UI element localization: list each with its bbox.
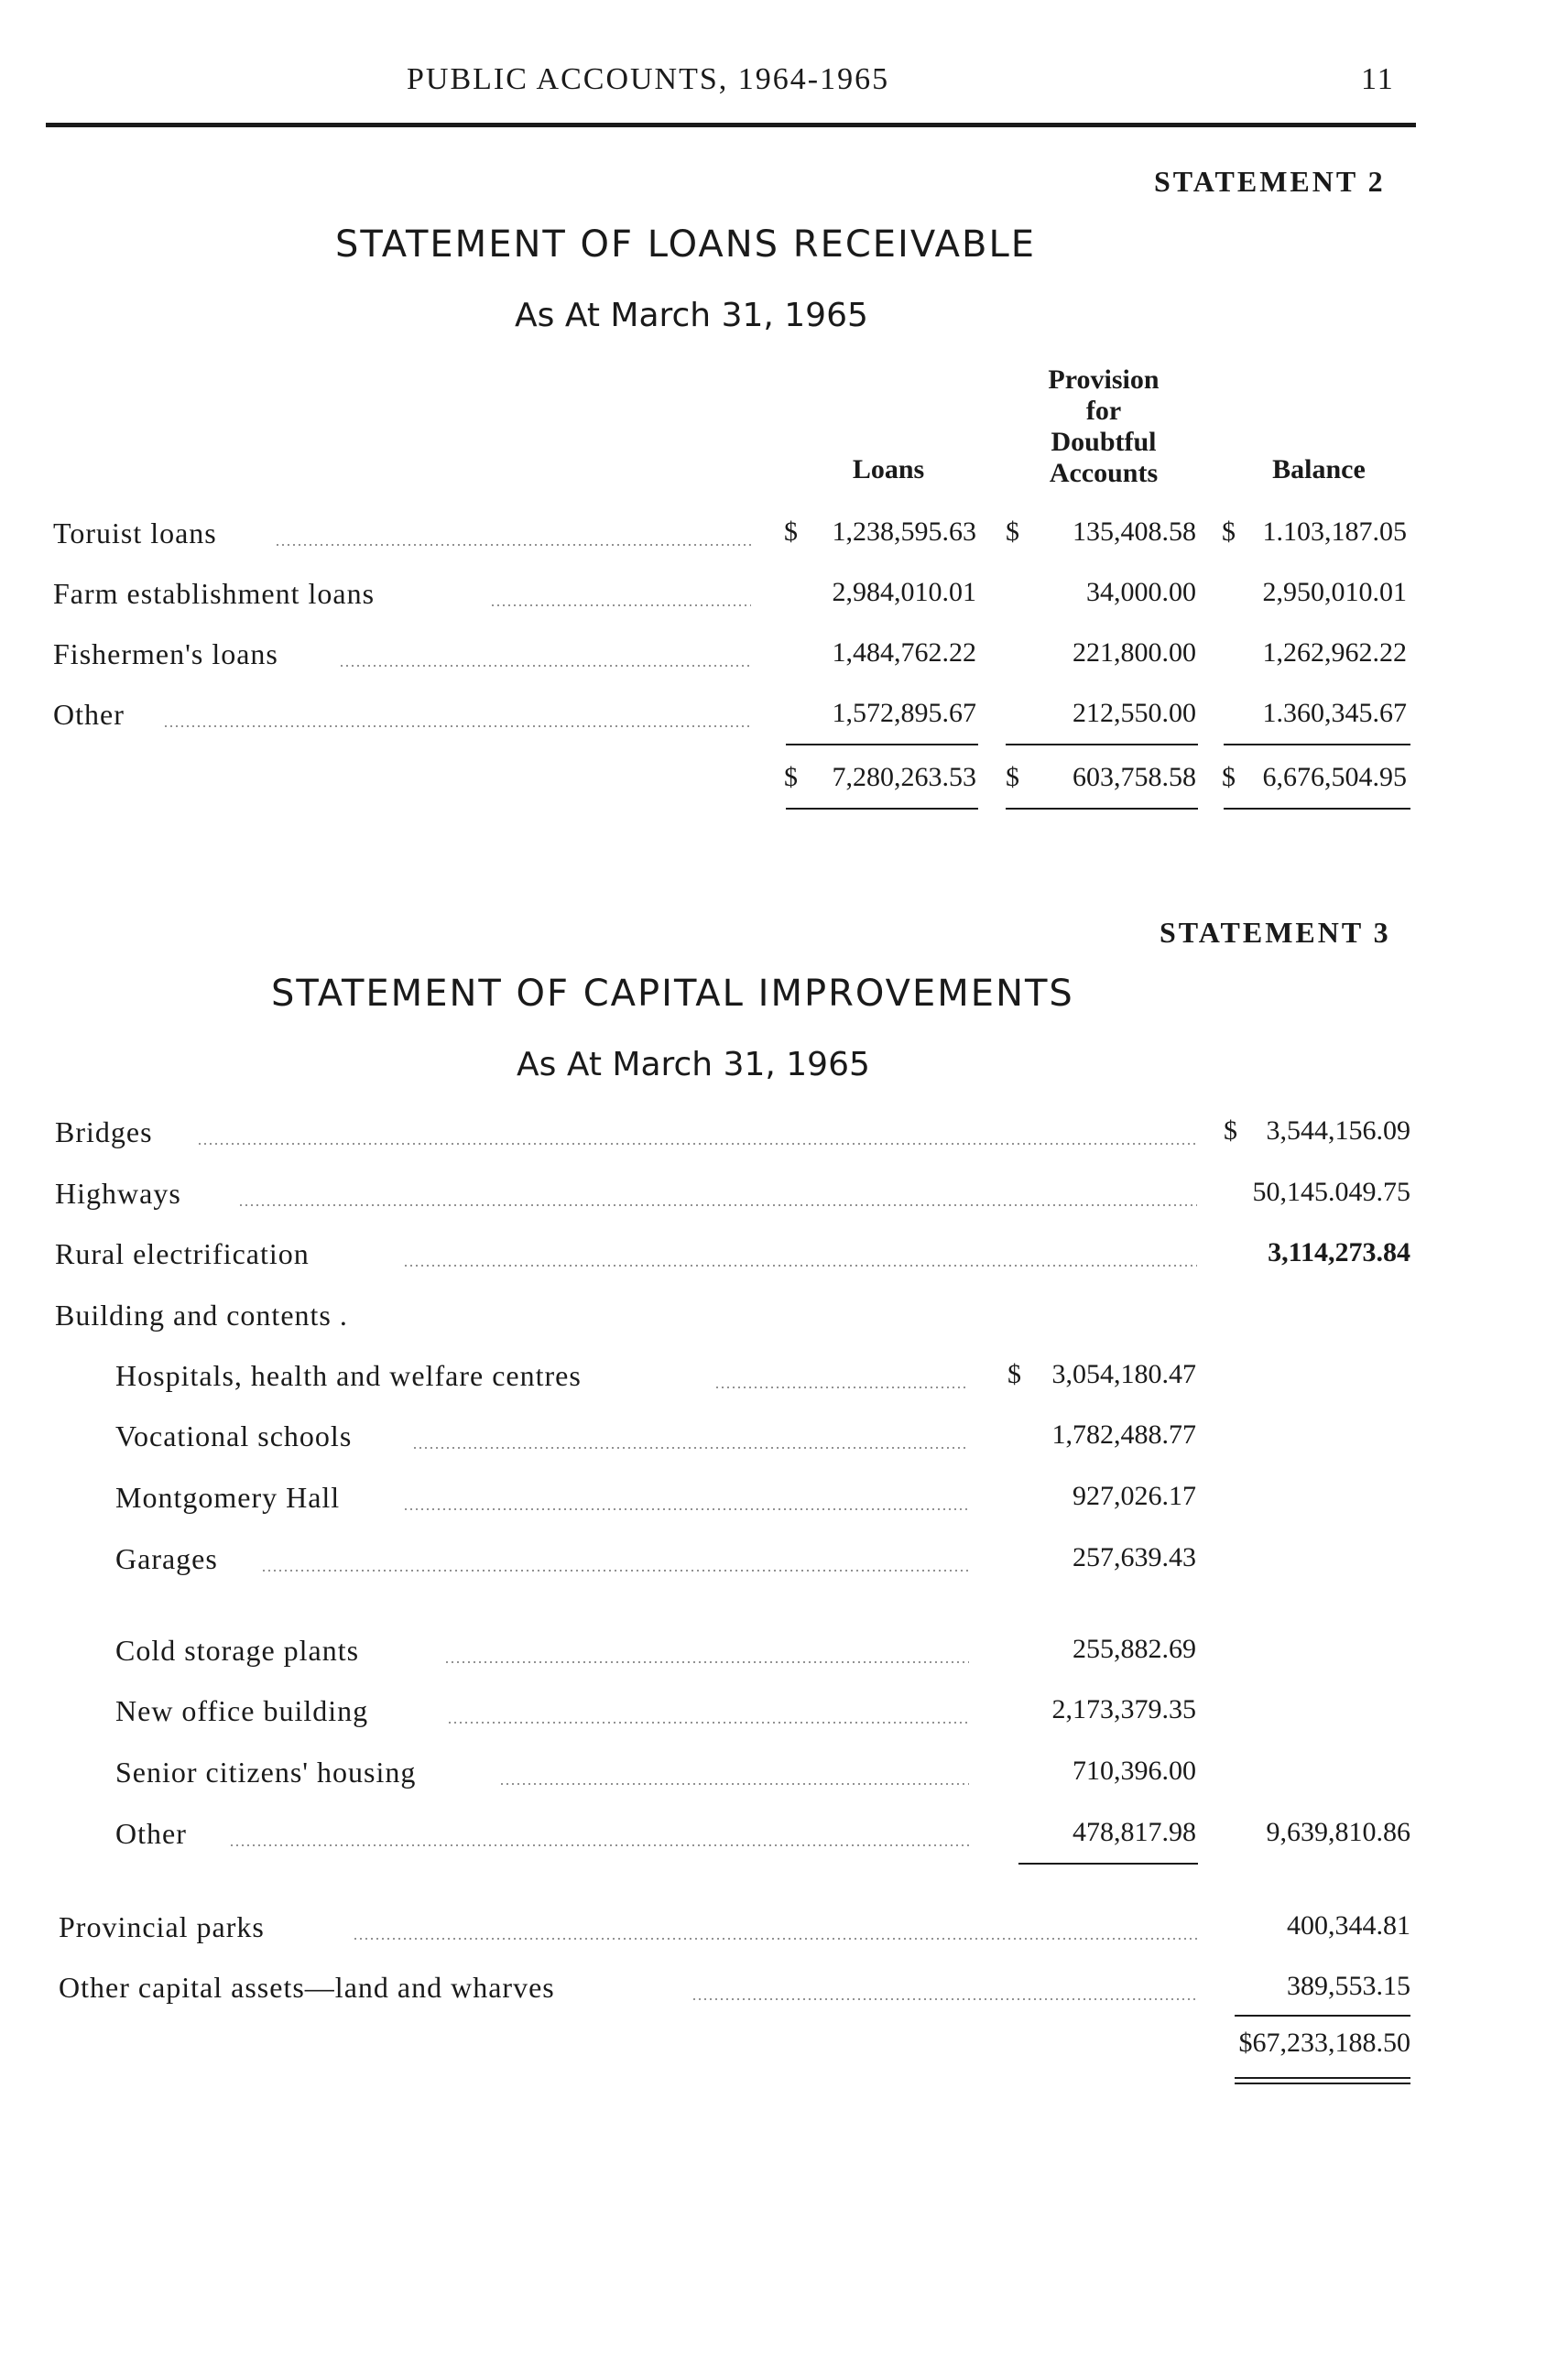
building-item-label: Montgomery Hall [115, 1481, 341, 1514]
statement-3-title: STATEMENT OF CAPITAL IMPROVEMENTS [271, 973, 1074, 1015]
capital-item-label: Provincial parks [59, 1910, 265, 1943]
balance-total: 6,676,504.95 [1262, 762, 1407, 792]
building-item-label: Vocational schools [115, 1419, 353, 1452]
provision-amount: 34,000.00 [1086, 577, 1196, 607]
page-header-title: PUBLIC ACCOUNTS, 1964-1965 [407, 62, 890, 96]
leader-dots [339, 665, 751, 667]
leader-dots [447, 1722, 969, 1724]
currency-sign: $ [1006, 517, 1019, 547]
loans-total: 7,280,263.53 [832, 762, 976, 792]
total-rule [786, 744, 978, 745]
loan-row-label: Toruist loans [53, 517, 217, 549]
leader-dots [163, 725, 751, 727]
total-rule [1224, 744, 1410, 745]
building-item-amount: 257,639.43 [1073, 1542, 1196, 1572]
leader-dots [691, 1998, 1197, 2000]
column-header-provision: Provision for Doubtful Accounts [1048, 364, 1160, 488]
leader-dots [275, 544, 751, 546]
building-item-amount: 478,817.98 [1073, 1817, 1196, 1847]
column-header-loans: Loans [852, 454, 925, 484]
building-item-amount: 2,173,379.35 [1051, 1694, 1196, 1724]
building-item-label: Cold storage plants [115, 1634, 360, 1667]
currency-sign: $ [784, 517, 798, 547]
loan-row-label: Farm establishment loans [53, 577, 376, 610]
currency-sign: $ [1222, 762, 1236, 792]
loan-amount: 1,572,895.67 [832, 698, 976, 728]
total-rule [1224, 808, 1410, 810]
capital-item-label: Highways [55, 1177, 181, 1210]
subtotal-rule [1018, 1863, 1198, 1865]
currency-sign: $ [1006, 762, 1019, 792]
building-item-label: New office building [115, 1694, 369, 1727]
balance-amount: 1.103,187.05 [1262, 517, 1407, 547]
statement-2-title: STATEMENT OF LOANS RECEIVABLE [335, 223, 1037, 266]
provision-amount: 135,408.58 [1073, 517, 1196, 547]
capital-item-amount: 389,553.15 [1287, 1971, 1410, 2001]
building-item-amount: 710,396.00 [1073, 1756, 1196, 1786]
leader-dots [197, 1143, 1197, 1145]
column-header-balance: Balance [1272, 454, 1366, 484]
building-contents-total: 9,639,810.86 [1266, 1817, 1410, 1847]
total-rule [1006, 744, 1198, 745]
currency-sign: $ [1007, 1359, 1021, 1389]
loan-row-label: Fishermen's loans [53, 637, 278, 670]
building-item-label: Hospitals, health and welfare centres [115, 1359, 582, 1392]
currency-sign: $ [1224, 1115, 1237, 1146]
leader-dots [403, 1508, 969, 1510]
statement-3-subtitle: As At March 31, 1965 [517, 1046, 870, 1083]
capital-item-amount: 400,344.81 [1287, 1910, 1410, 1941]
page-number: 11 [1361, 62, 1395, 96]
balance-amount: 1,262,962.22 [1262, 637, 1407, 668]
capital-item-amount: 3,114,273.84 [1268, 1237, 1410, 1267]
balance-amount: 1.360,345.67 [1262, 698, 1407, 728]
building-item-amount: 3,054,180.47 [1051, 1359, 1196, 1389]
capital-item-amount: 3,544,156.09 [1266, 1115, 1410, 1146]
loan-amount: 1,238,595.63 [832, 517, 976, 547]
provision-amount: 212,550.00 [1073, 698, 1196, 728]
capital-item-label: Other capital assets—land and wharves [59, 1971, 555, 2004]
loan-amount: 1,484,762.22 [832, 637, 976, 668]
building-item-label: Senior citizens' housing [115, 1756, 417, 1789]
capital-item-label: Bridges [55, 1115, 153, 1148]
building-item-label: Other [115, 1817, 187, 1850]
total-rule [786, 808, 978, 810]
capital-grand-total: $67,233,188.50 [1238, 2028, 1410, 2058]
capital-item-label: Rural electrification [55, 1237, 310, 1270]
leader-dots [261, 1570, 969, 1572]
leader-dots [499, 1783, 969, 1785]
statement-2-subtitle: As At March 31, 1965 [515, 297, 868, 334]
statement-3-label: STATEMENT 3 [1160, 916, 1391, 949]
loan-amount: 2,984,010.01 [832, 577, 976, 607]
currency-sign: $ [1222, 517, 1236, 547]
leader-dots [238, 1204, 1197, 1206]
provision-amount: 221,800.00 [1073, 637, 1196, 668]
leader-dots [403, 1265, 1197, 1267]
building-item-amount: 255,882.69 [1073, 1634, 1196, 1664]
capital-item-amount: 50,145.049.75 [1252, 1177, 1410, 1207]
leader-dots [229, 1844, 969, 1846]
leader-dots [353, 1938, 1197, 1940]
currency-sign: $ [784, 762, 798, 792]
leader-dots [490, 604, 751, 606]
total-rule [1235, 2083, 1410, 2084]
header-rule [46, 123, 1416, 127]
leader-dots [444, 1661, 969, 1663]
total-rule [1235, 2077, 1410, 2079]
leader-dots [714, 1387, 969, 1388]
building-contents-heading: Building and contents . [55, 1299, 348, 1332]
loan-row-label: Other [53, 698, 125, 731]
total-rule [1235, 2015, 1410, 2017]
balance-amount: 2,950,010.01 [1262, 577, 1407, 607]
building-item-amount: 927,026.17 [1073, 1481, 1196, 1511]
leader-dots [412, 1447, 969, 1449]
total-rule [1006, 808, 1198, 810]
building-item-amount: 1,782,488.77 [1051, 1419, 1196, 1450]
statement-2-label: STATEMENT 2 [1154, 165, 1386, 198]
provision-total: 603,758.58 [1073, 762, 1196, 792]
building-item-label: Garages [115, 1542, 218, 1575]
